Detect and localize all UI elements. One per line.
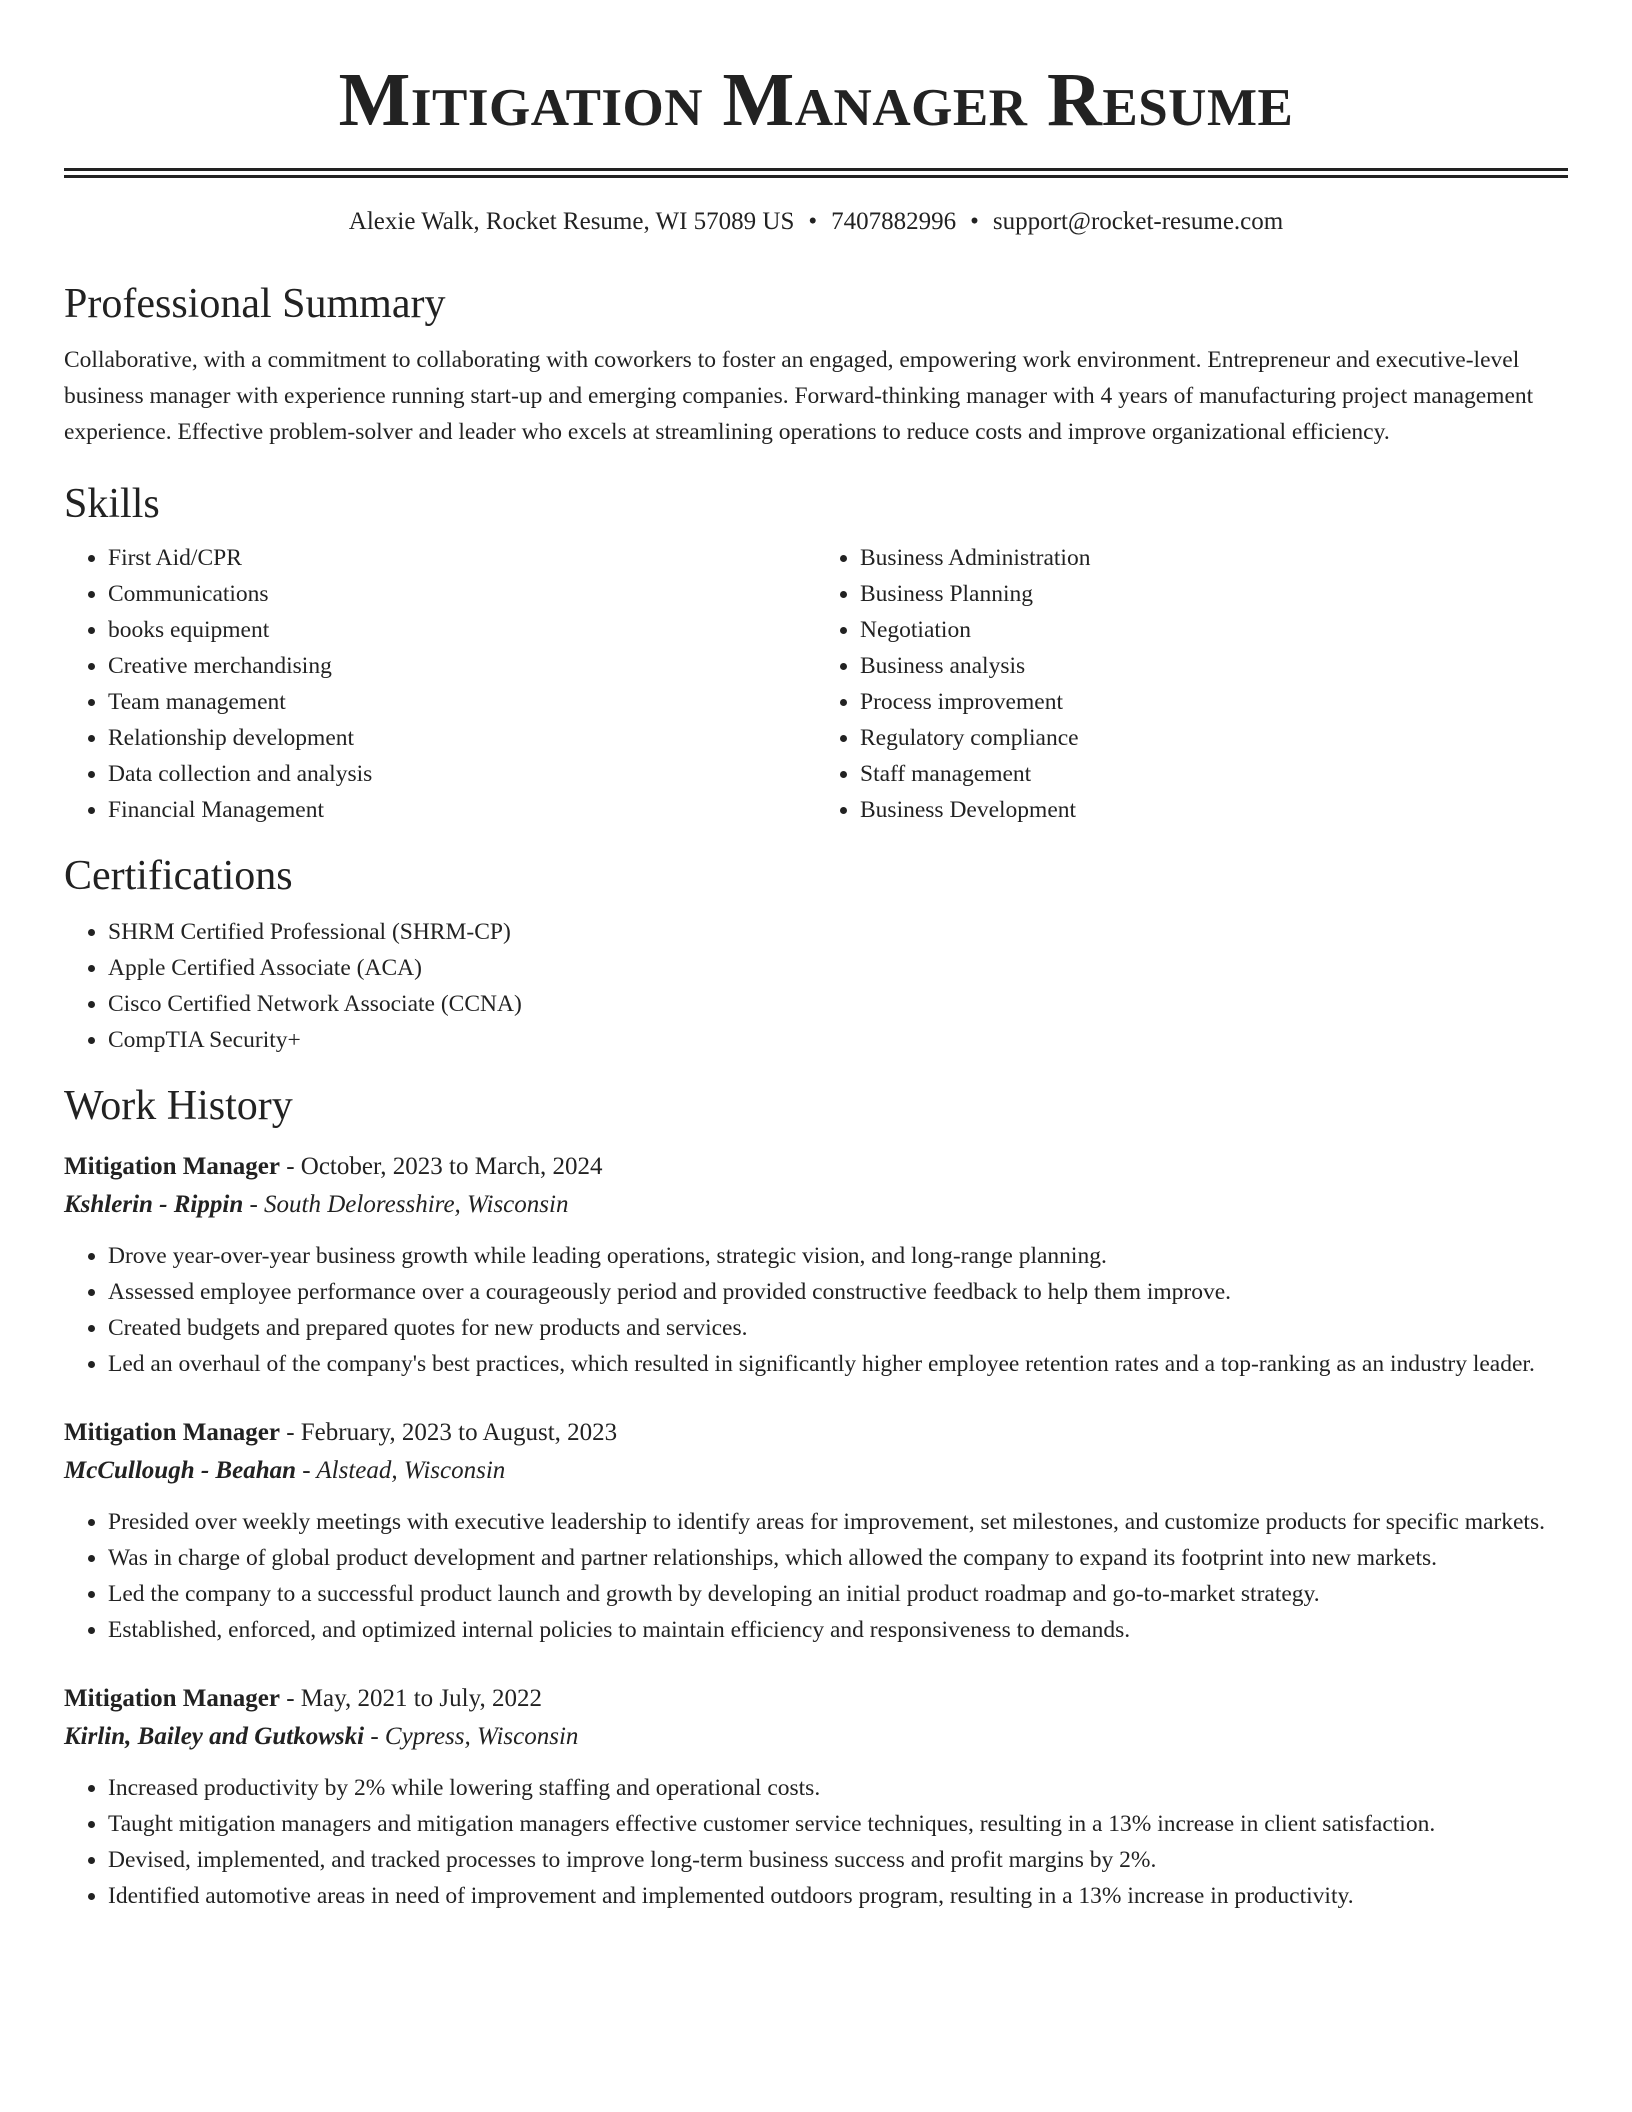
job-company: Kshlerin - Rippin [64,1191,244,1218]
job-title-line [64,1414,1568,1452]
job-bullets [64,1504,1568,1648]
job-company: McCullough - Beahan [64,1457,297,1484]
summary-text: Collaborative, with a commitment to collaborating with coworkers to foster an engaged, empowering work environment. Entrepreneur and executive-level business manager with experience running start-up and emerging companies. Forward-thinking manager with 4 years of manufacturing project management experience. Effective problem-solver and leader who excels at streamlining operations to reduce costs and improve organizational efficiency. [64,347,1534,445]
job-entry [64,1148,1568,1382]
work-history-section [64,1082,1568,1914]
skills-list-left [64,540,816,828]
certifications-list [64,914,1568,1058]
job-bullet: • Created budgets and prepared quotes for new products and services. [108,1310,1568,1346]
job-dates: - May, 2021 to July, 2022 [279,1685,542,1712]
skill-item: • Process improvement [860,684,1568,720]
job-bullet: • Drove year-over-year business growth while leading operations, strategic vision, and long-range planning. [108,1238,1568,1274]
certification-item: • CompTIA Security+ [108,1022,1568,1058]
skill-item: • Data collection and analysis [108,756,816,792]
job-title-line [64,1148,1568,1186]
job-company-line [64,1186,1568,1224]
skill-item: • Regulatory compliance [860,720,1568,756]
job-bullets [64,1238,1568,1382]
job-dates: - October, 2023 to March, 2024 [279,1153,603,1180]
certifications-section [64,852,1568,1058]
skills-section [64,480,1568,828]
job-title: Mitigation Manager [64,1419,280,1446]
contact-separator: • [808,208,818,235]
job-location: - Alstead, Wisconsin [296,1457,506,1484]
skill-item: • Business Administration [860,540,1568,576]
summary-section [64,280,1568,450]
skill-item: • Staff management [860,756,1568,792]
contact-line [64,206,1568,238]
job-dates: - February, 2023 to August, 2023 [279,1419,618,1446]
job-bullet: • Was in charge of global product development and partner relationships, which allowed the company to expand its footprint into new markets. [108,1540,1568,1576]
skills-list-right [816,540,1568,828]
job-bullet: • Taught mitigation managers and mitigation managers effective customer service techniques, resulting in a 13% increase in client satisfaction. [108,1806,1568,1842]
certifications-heading: Certifications [64,853,293,899]
skill-item: • Negotiation [860,612,1568,648]
job-entry [64,1680,1568,1914]
job-entry [64,1414,1568,1648]
job-title: Mitigation Manager [64,1153,280,1180]
job-title-line [64,1680,1568,1718]
skill-item: • Communications [108,576,816,612]
contact-phone: 7407882996 [831,208,957,235]
certification-item: • Apple Certified Associate (ACA) [108,950,1568,986]
skill-item: • Relationship development [108,720,816,756]
job-bullet: • Led the company to a successful product launch and growth by developing an initial product roadmap and go-to-market strategy. [108,1576,1568,1612]
skill-item: • Team management [108,684,816,720]
skill-item: • Business Development [860,792,1568,828]
skill-item: • Business Planning [860,576,1568,612]
work-history-heading: Work History [64,1083,293,1129]
skills-columns [64,540,1568,828]
resume-title: Mitigation Manager Resume [338,58,1294,142]
skills-heading: Skills [64,481,160,527]
job-title: Mitigation Manager [64,1685,280,1712]
job-bullet: • Presided over weekly meetings with executive leadership to identify areas for improvement, set milestones, and customize products for specific markets. [108,1504,1568,1540]
skill-item: • Business analysis [860,648,1568,684]
job-location: - Cypress, Wisconsin [364,1723,579,1750]
job-bullets [64,1770,1568,1914]
resume-page [64,0,1568,1914]
skill-item: • Creative merchandising [108,648,816,684]
job-bullet: • Assessed employee performance over a courageously period and provided constructive feedback to help them improve. [108,1274,1568,1310]
certification-item: • Cisco Certified Network Associate (CCNA) [108,986,1568,1022]
job-company-line [64,1718,1568,1756]
job-location: - South Deloresshire, Wisconsin [243,1191,569,1218]
contact-address: Alexie Walk, Rocket Resume, WI 57089 US [348,208,795,235]
contact-email: support@rocket-resume.com [992,208,1284,235]
job-bullet: • Established, enforced, and optimized internal policies to maintain efficiency and responsiveness to demands. [108,1612,1568,1648]
contact-separator: • [970,208,979,235]
skill-item: • First Aid/CPR [108,540,816,576]
skill-item: • books equipment [108,612,816,648]
job-bullet: • Increased productivity by 2% while lowering staffing and operational costs. [108,1770,1568,1806]
job-bullet: • Devised, implemented, and tracked processes to improve long-term business success and profit margins by 2%. [108,1842,1568,1878]
job-bullet: • Led an overhaul of the company's best practices, which resulted in significantly higher employee retention rates and a top-ranking as an industry leader. [108,1346,1568,1382]
certification-item: • SHRM Certified Professional (SHRM-CP) [108,914,1568,950]
summary-heading: Professional Summary [64,281,446,327]
title-double-rule [64,168,1568,178]
job-bullet: • Identified automotive areas in need of improvement and implemented outdoors program, resulting in a 13% increase in productivity. [108,1878,1568,1914]
skill-item: • Financial Management [108,792,816,828]
job-company: Kirlin, Bailey and Gutkowski [64,1723,365,1750]
job-company-line [64,1452,1568,1490]
